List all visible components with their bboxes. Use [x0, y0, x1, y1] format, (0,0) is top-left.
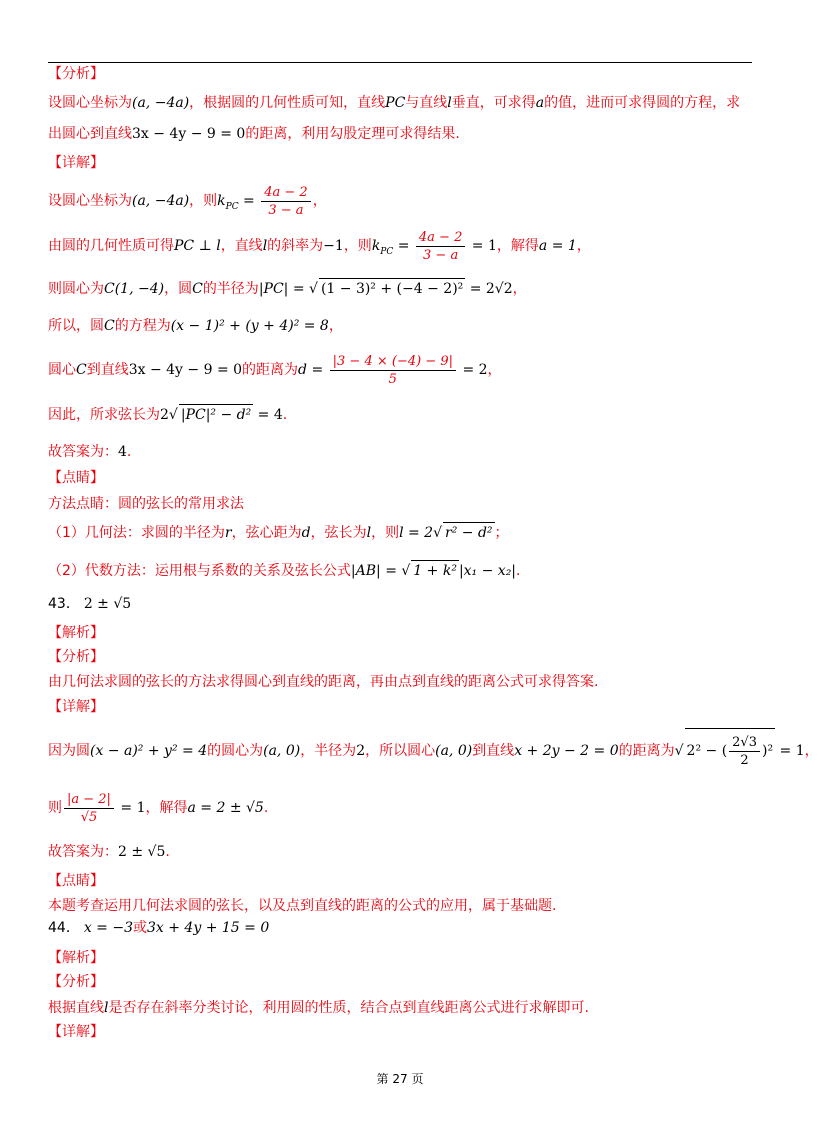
question-43-answer: 43． 2 ± √5 — [48, 596, 132, 612]
label-analysis-44: 【分析】 — [48, 974, 104, 990]
slope-fraction-2: $\frac{4a - 2}{3 - a}$ — [416, 229, 465, 264]
detail-43-line-2: 则 $\frac{|a - 2|}{√5}$ = 1，解得a = 2 ± √5. — [48, 791, 269, 825]
remark-43: 本题考查运用几何法求圆的弦长，以及点到直线的距离的公式的应用，属于基础题. — [48, 898, 557, 914]
detail-line-1: 设圆心坐标为(a, −4a)，则$k_{PC}$ = $\frac{4a - 2}{3 - a}$ ， — [48, 184, 327, 218]
page-number: 第 27 页 — [376, 1072, 424, 1086]
label-analysis: 【分析】 — [48, 66, 104, 82]
remark-line-1: 方法点睛：圆的弦长的常用求法 — [48, 496, 244, 512]
analysis-43: 由几何法求圆的弦长的方法求得圆心到直线的距离，再由点到直线的距离公式可求得答案. — [48, 674, 599, 690]
slope-fraction: $\frac{4a - 2}{3 - a}$ — [261, 184, 310, 219]
label-remark: 【点睛】 — [48, 470, 104, 486]
distance-fraction-43: $\frac{|a - 2|}{√5}$ — [64, 791, 114, 826]
detail-line-2: 由圆的几何性质可得PC ⊥ l，直线l的斜率为−1，则$k_{PC}$ = $\frac{4a - 2}{3 - a}$ = 1，解得a = 1， — [48, 229, 591, 263]
label-detail-43: 【详解】 — [48, 699, 104, 715]
label-remark-43: 【点睛】 — [48, 873, 104, 889]
header-rule — [48, 62, 752, 63]
distance-fraction: $\frac{|3 - 4 \times (-4) - 9|}{5}$ — [330, 353, 456, 388]
detail-line-3: 则圆心为C(1, −4)，圆C的半径为|PC| = √ (1 − 3)² + (−4 − 2)² = 2√2， — [48, 278, 527, 299]
detail-line-5: 圆心C到直线3x − 4y − 9 = 0的距离为d = $\frac{|3 - 4 \times (-4) - 9|}{5}$ = 2， — [48, 353, 502, 387]
analysis-line-1: 设圆心坐标为(a, −4a)，根据圆的几何性质可知，直线PC与直线l垂直，可求得a的值，进而可求得圆的方程，求 — [48, 95, 741, 111]
remark-line-2: （1）几何法：求圆的半径为r，弦心距为d，弦长为l，则l = 2√ r² − d² ； — [48, 522, 509, 543]
label-detail: 【详解】 — [48, 155, 104, 171]
answer-line-42: 故答案为：4. — [48, 444, 132, 460]
answer-line-43: 故答案为：2 ± √5. — [48, 844, 170, 860]
analysis-44: 根据直线l是否存在斜率分类讨论，利用圆的性质，结合点到直线距离公式进行求解即可. — [48, 1000, 589, 1016]
remark-line-3: （2）代数方法：运用根与系数的关系及弦长公式|AB| = √ 1 + k² |x₁ − x₂|. — [48, 560, 520, 581]
label-detail-44: 【详解】 — [48, 1024, 104, 1040]
question-44-answer: 44． x = −3或3x + 4y + 15 = 0 — [48, 920, 270, 936]
label-solution-44: 【解析】 — [48, 950, 104, 966]
analysis-line-2: 出圆心到直线3x − 4y − 9 = 0的距离，利用勾股定理可求得结果. — [48, 126, 460, 142]
label-analysis-43: 【分析】 — [48, 649, 104, 665]
label-solution-43: 【解析】 — [48, 625, 104, 641]
detail-line-6: 因此，所求弦长为2√ |PC|² − d² = 4. — [48, 404, 287, 425]
detail-43-line-1: 因为圆(x − a)² + y² = 4的圆心为(a, 0)，半径为2，所以圆心(a, 0)到直线x + 2y − 2 = 0的距离为√ 2² − ( $\frac{2√3}{2}$ )² = 1， — [48, 728, 819, 773]
detail-line-4: 所以，圆C的方程为(x − 1)² + (y + 4)² = 8， — [48, 318, 343, 334]
